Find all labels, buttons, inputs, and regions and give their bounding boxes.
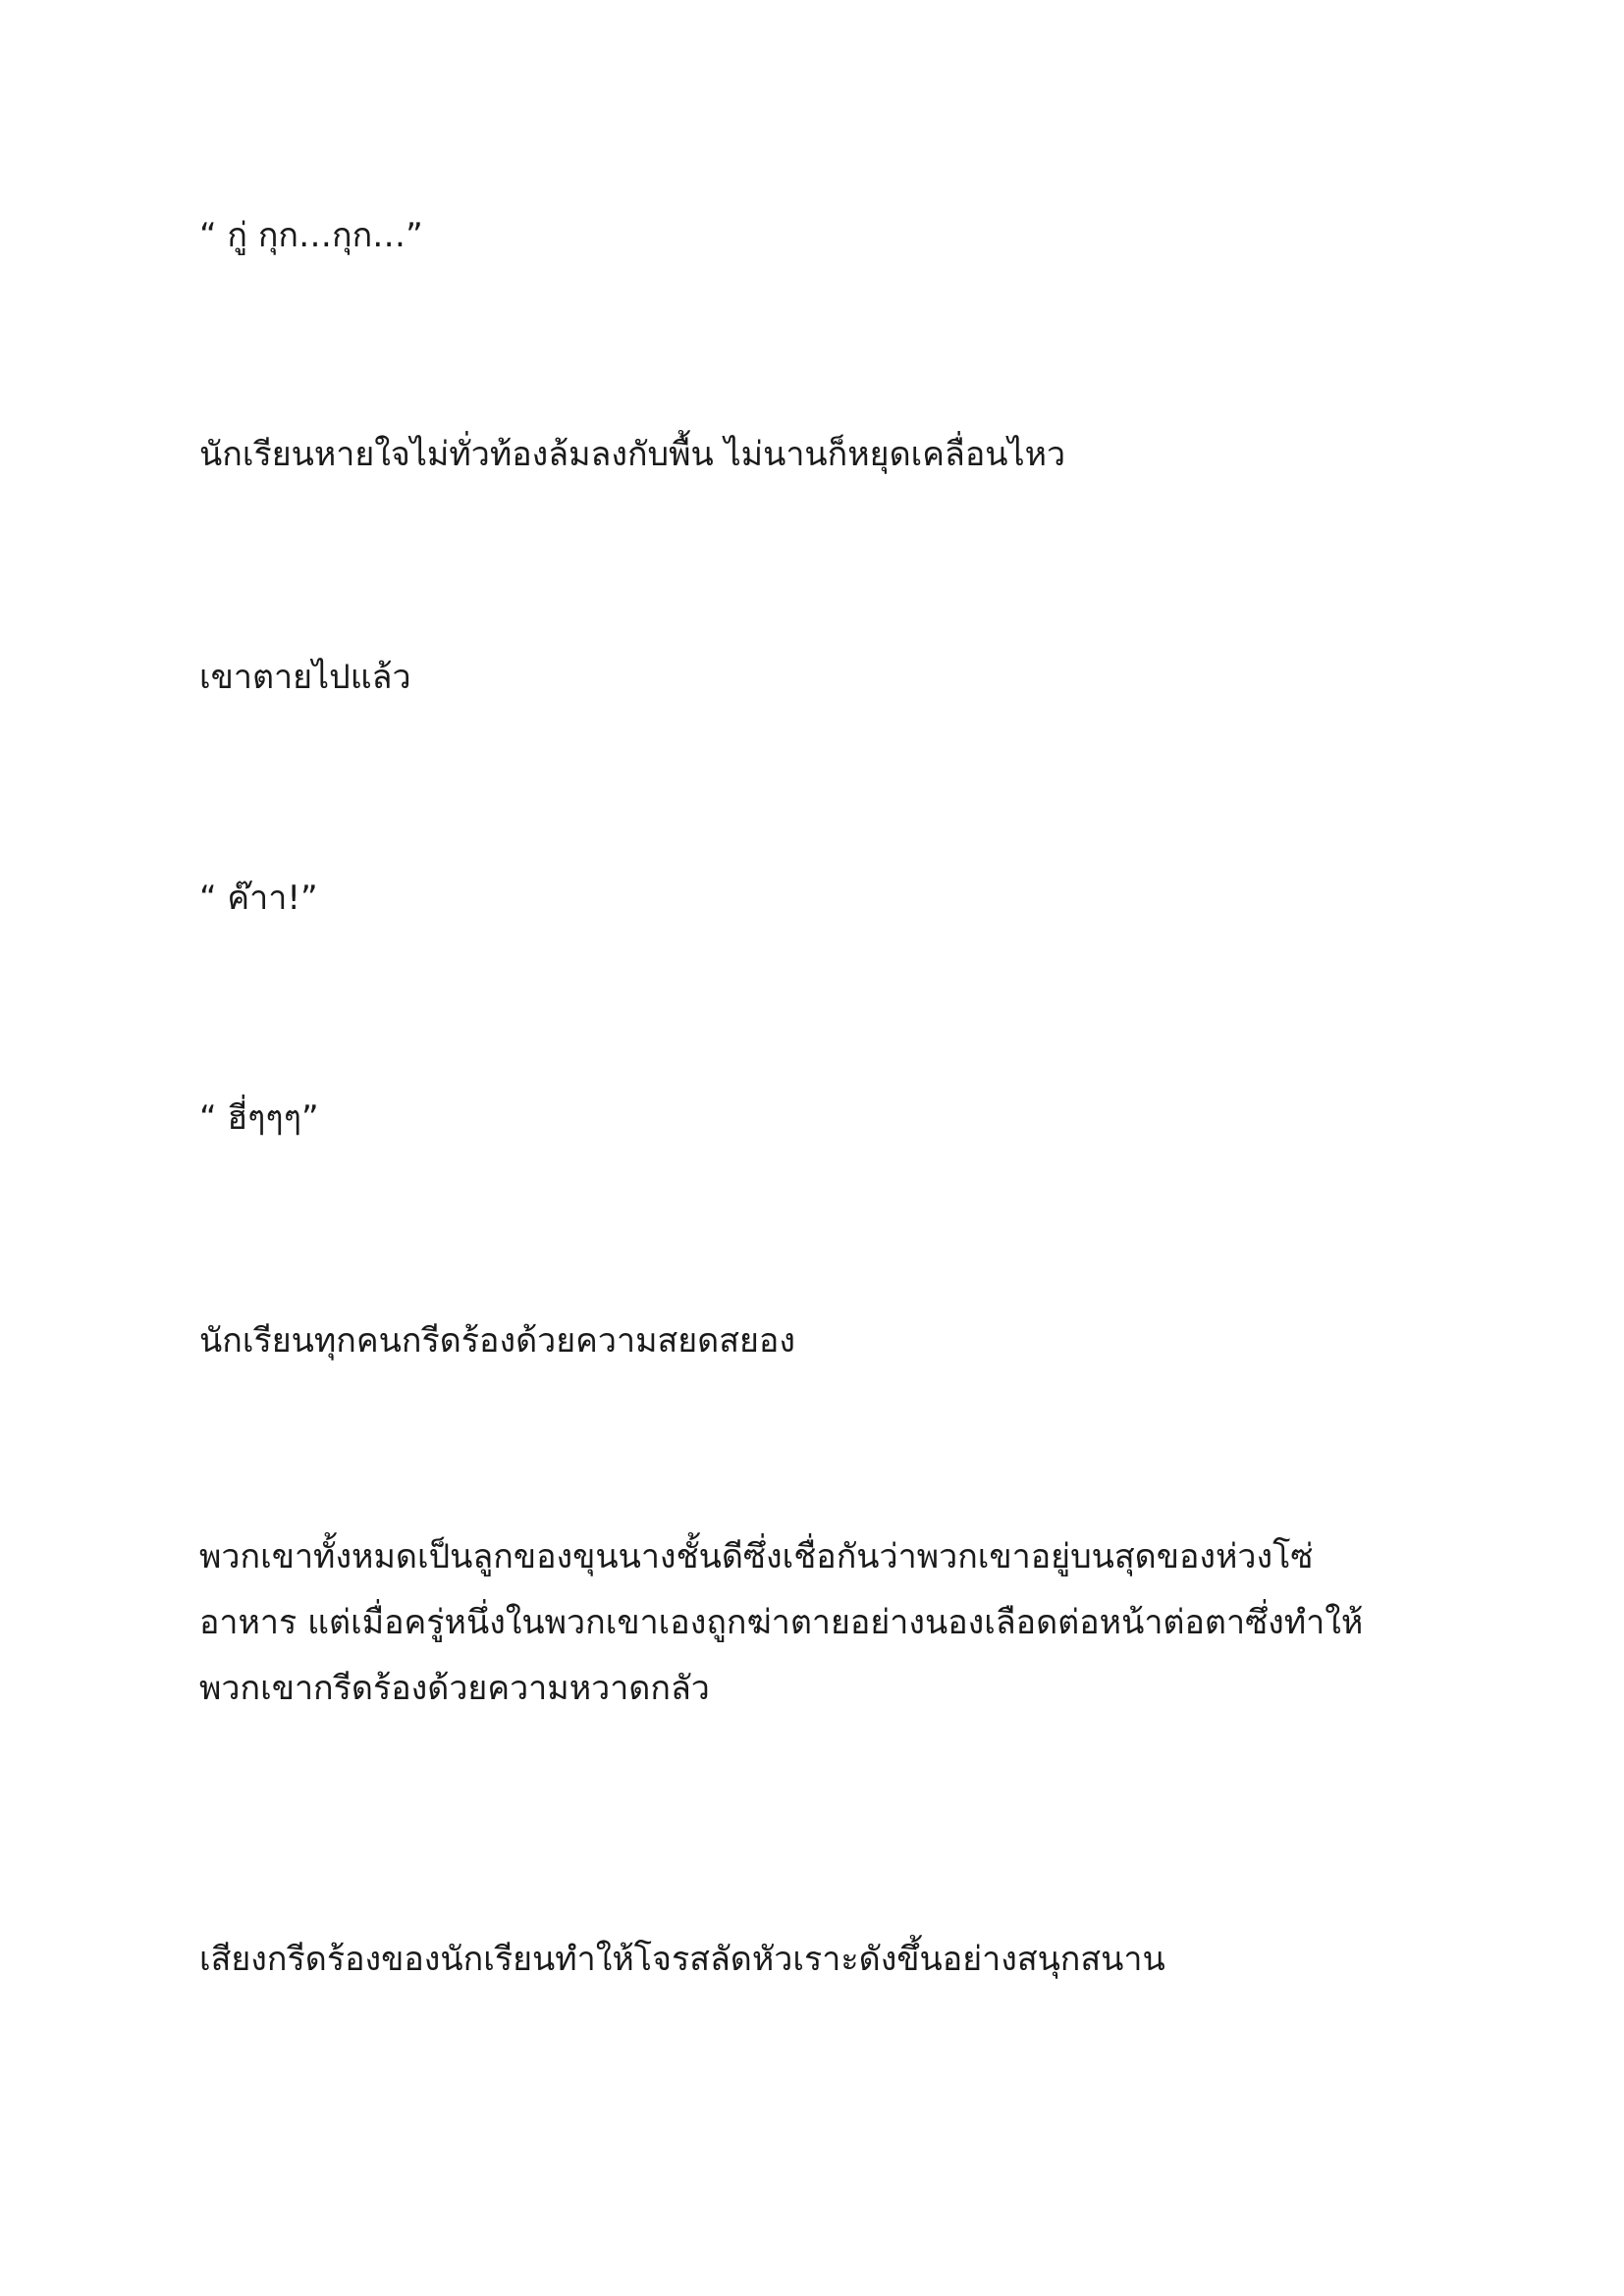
paragraph-line: พวกเขาทั้งหมดเป็นลูกของขุนนางชั้นดีซึ่งเชื่อกันว่าพวกเขาอยู่บนสุดของห่วงโซ่ (199, 1537, 1314, 1576)
narration-paragraph-4 (199, 1524, 1436, 1722)
paragraph-line: พวกเขากรีดร้องด้วยความหวาดกลัว (199, 1669, 710, 1708)
dialogue-line-3: “ ฮี่ๆๆๆ” (199, 1098, 319, 1138)
dialogue-line-2: “ ค๊าา!” (199, 879, 318, 918)
narration-paragraph-5: เสียงกรีดร้องของนักเรียนทำให้โจรสลัดหัวเราะดังขึ้นอย่างสนุกสนาน (199, 1940, 1165, 1979)
dialogue-line-1: “ กู่ กุก…กุก…” (199, 216, 423, 255)
paragraph-line: อาหาร แต่เมื่อครู่หนึ่งในพวกเขาเองถูกฆ่าตายอย่างนองเลือดต่อหน้าต่อตาซึ่งทำให้ (199, 1603, 1364, 1642)
narration-paragraph-1: นักเรียนหายใจไม่ทั่วท้องล้มลงกับพื้น ไม่นานก็หยุดเคลื่อนไหว (199, 435, 1066, 474)
narration-paragraph-3: นักเรียนทุกคนกรีดร้องด้วยความสยดสยอง (199, 1321, 795, 1361)
narration-paragraph-2: เขาตายไปแล้ว (199, 658, 411, 697)
